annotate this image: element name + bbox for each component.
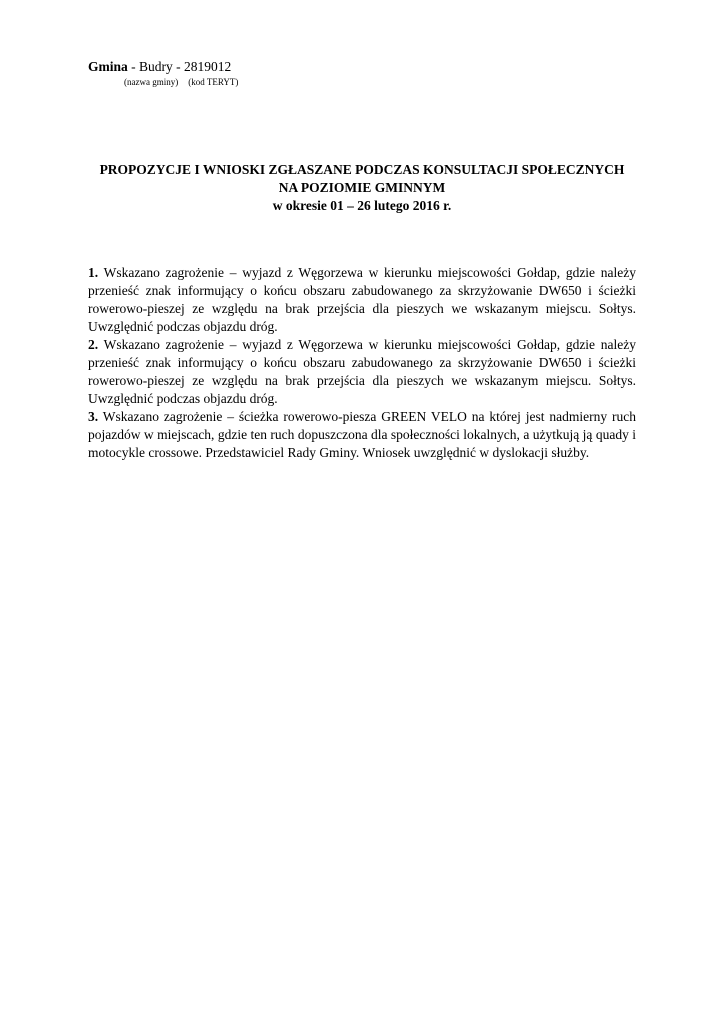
proposal-item — [88, 408, 636, 462]
proposal-text: Wskazano zagrożenie – wyjazd z Węgorzewa w kierunku miejscowości Gołdap, gdzie należy przenieść znak informujący o końcu obszaru zabudowanego za skrzyżowanie DW650 i ścieżki rowerowo-pieszej ze względu na brak przejścia dla pieszych we wskazanym miejscu. Sołtys. Uwzględnić podczas objazdu dróg. — [88, 337, 636, 406]
municipality-value: - Budry - 2819012 — [127, 59, 232, 74]
proposal-text: Wskazano zagrożenie – ścieżka rowerowo-piesza GREEN VELO na której jest nadmierny ruch pojazdów w miejscach, gdzie ten ruch dopuszczona dla społeczności lokalnych, a użytkują ją quady i motocykle crossowe. Przedstawiciel Rady Gminy. Wniosek uwzględnić w dyslokacji służby. — [88, 409, 636, 460]
title-line-2: NA POZIOMIE GMINNYM — [278, 180, 446, 195]
municipality-header — [88, 59, 231, 75]
proposal-number: 1. — [88, 265, 99, 280]
municipality-line — [88, 59, 231, 75]
document-title — [0, 161, 724, 215]
proposal-list — [88, 264, 636, 462]
title-period: w okresie 01 – 26 lutego 2016 r. — [272, 198, 452, 213]
proposal-item — [88, 336, 636, 408]
proposal-number: 2. — [88, 337, 99, 352]
proposal-text: Wskazano zagrożenie – wyjazd z Węgorzewa w kierunku miejscowości Gołdap, gdzie należy przenieść znak informujący o końcu obszaru zabudowanego za skrzyżowanie DW650 i ścieżki rowerowo-pieszej ze względu na brak przejścia dla pieszych we wskazanym miejscu. Sołtys. Uwzględnić podczas objazdu dróg. — [88, 265, 636, 334]
proposal-item — [88, 264, 636, 336]
municipality-hints — [124, 77, 238, 88]
title-line-1: PROPOZYCJE I WNIOSKI ZGŁASZANE PODCZAS KONSULTACJI SPOŁECZNYCH — [99, 162, 625, 177]
municipality-name-hint: (nazwa gminy) — [124, 77, 179, 87]
proposal-number: 3. — [88, 409, 99, 424]
teryt-code-hint: (kod TERYT) — [188, 77, 239, 87]
municipality-label: Gmina — [88, 59, 128, 74]
